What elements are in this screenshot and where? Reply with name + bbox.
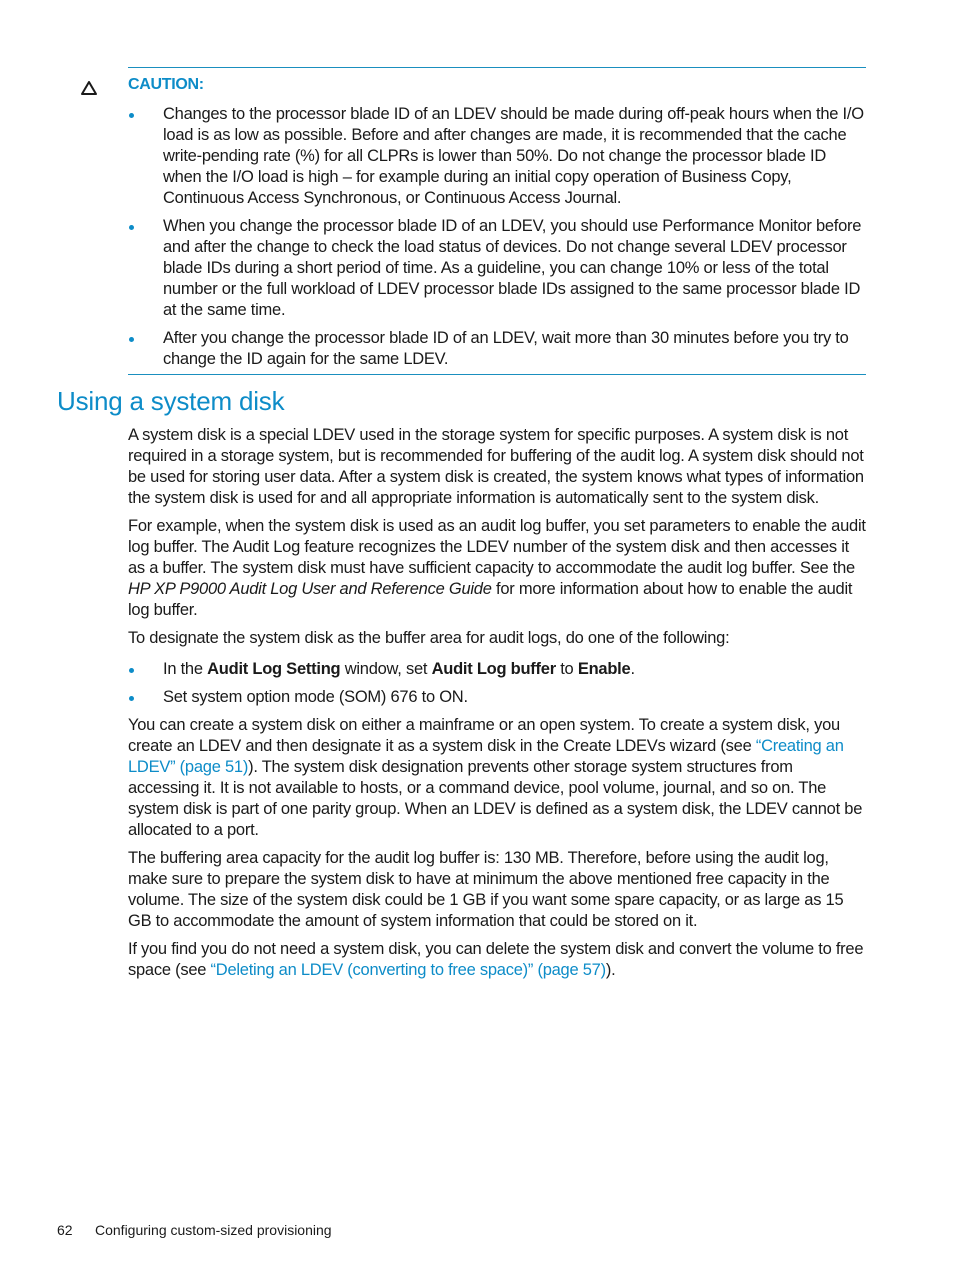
bullet-icon xyxy=(129,113,134,118)
list-item: In the Audit Log Setting window, set Audit Log buffer to Enable. xyxy=(128,659,868,680)
warning-triangle-icon xyxy=(80,80,98,96)
guide-title: HP XP P9000 Audit Log User and Reference Guide xyxy=(128,580,492,598)
bullet-icon xyxy=(129,337,134,342)
caution-label: CAUTION: xyxy=(128,76,204,93)
paragraph-intro: A system disk is a special LDEV used in the storage system for specific purposes. A system disk is not required in a storage system, but is recommended for buffering of the audit log. A system disk should not be used for storing user data. After a system disk is created, the system knows what types of information the system disk is used for and all appropriate information is automatically sent to the system disk. xyxy=(128,426,864,507)
caution-item: When you change the processor blade ID of an LDEV, you should use Performance Monitor before and after the change to check the load status of devices. Do not change several LDEV processor blade IDs during a short period of time. As a guideline, you can change 10% or less of the total number or the full workload of LDEV processor blade IDs assigned to the same processor blade ID at the same time. xyxy=(128,216,868,321)
paragraph-create: You can create a system disk on either a mainframe or an open system. To create a system disk, you create an LDEV and then designate it as a system disk in the Create LDEVs wizard (see “Creating an LDEV” (page 51)). The system disk designation prevents other storage system structures from accessing it. It is not available to hosts, or a command device, pool volume, journal, and so on. The system disk is part of one parity group. When an LDEV is defined as a system disk, the LDEV cannot be allocated to a port. xyxy=(128,716,863,839)
paragraph-designate: To designate the system disk as the buffer area for audit logs, do one of the following: xyxy=(128,629,730,647)
paragraph-capacity: The buffering area capacity for the audit log buffer is: 130 MB. Therefore, before using the audit log, make sure to prepare the system disk to have at minimum the above mentioned free capacity in the volume. The size of the system disk could be 1 GB if you want some spare capacity, or as large as 15 GB to accommodate the amount of system information that could be stored on it. xyxy=(128,849,844,930)
paragraph-example: For example, when the system disk is used as an audit log buffer, you set parameters to enable the audit log buffer. The Audit Log feature recognizes the LDEV number of the system disk and then accesses it as a buffer. The system disk must have sufficient capacity to accommodate the audit log buffer. See the HP XP P9000 Audit Log User and Reference Guide for more information about how to enable the audit log buffer. xyxy=(128,517,866,619)
bullet-icon xyxy=(129,696,134,701)
section-body xyxy=(128,425,868,988)
page-number: 62 xyxy=(57,1222,73,1238)
list-item: Set system option mode (SOM) 676 to ON. xyxy=(128,687,868,708)
caution-list xyxy=(128,104,868,377)
paragraph-delete: If you find you do not need a system disk, you can delete the system disk and convert the volume to free space (see “Deleting an LDEV (converting to free space)” (page 57)). xyxy=(128,940,864,979)
chapter-title: Configuring custom-sized provisioning xyxy=(95,1222,332,1238)
caution-item: Changes to the processor blade ID of an LDEV should be made during off-peak hours when the I/O load is as low as possible. Before and after changes are made, it is recommended that the cache write-pending rate (%) for all CLPRs is lower than 50%. Do not change the processor blade ID when the I/O load is high – for example during an initial copy operation of Business Copy, Continuous Access Synchronous, or Continuous Access Journal. xyxy=(128,104,868,209)
page-footer xyxy=(57,1222,332,1238)
caution-item: After you change the processor blade ID of an LDEV, wait more than 30 minutes before you try to change the ID again for the same LDEV. xyxy=(128,328,868,370)
designate-options-list xyxy=(128,659,868,708)
deleting-ldev-link[interactable]: “Deleting an LDEV (converting to free space)” (page 57) xyxy=(210,961,606,979)
caution-bottom-rule xyxy=(128,374,866,375)
bullet-icon xyxy=(129,668,134,673)
creating-ldev-link[interactable]: “Creating an LDEV” (page 51) xyxy=(128,737,844,776)
bullet-icon xyxy=(129,225,134,230)
section-title: Using a system disk xyxy=(57,386,285,416)
caution-top-rule xyxy=(128,67,866,68)
